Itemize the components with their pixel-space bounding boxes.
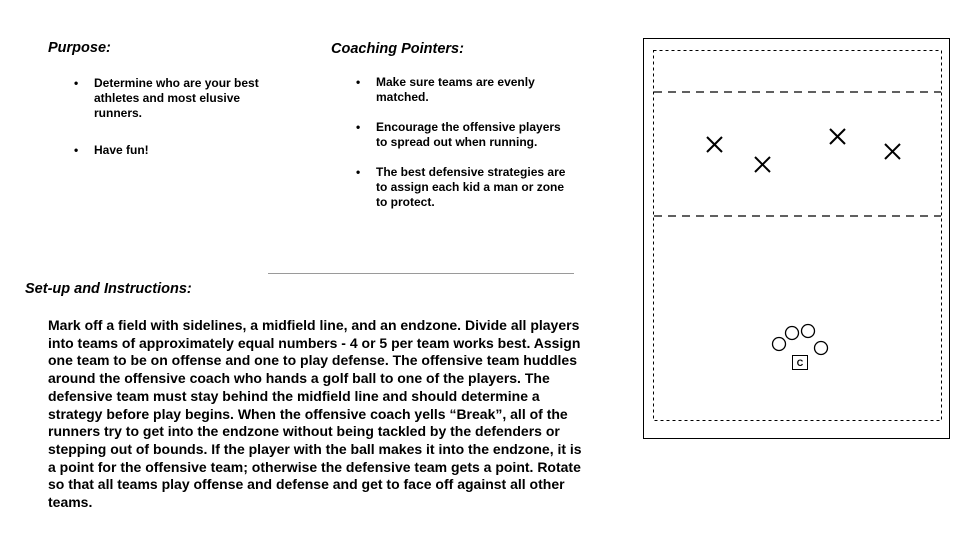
list-item: • The best defensive strategies are to assign each kid a man or zone to protect. <box>376 165 566 210</box>
setup-instructions: Mark off a field with sidelines, a midfield line, and an endzone. Divide all players into teams of approximately equal numbers - 4 or 5 per team works best. Assign one team to be on offense and one to play defense. The offensive team huddles around the offensive coach who hands a golf ball to one of the players. The defensive team must stay behind the midfield line and should determine a strategy before play begins. When the offensive coach yells “Break”, all of the runners try to get into the endzone without being tackled by the defenders or stepping out of bounds. If the player with the ball makes it into the endzone, it is a point for the offensive team; otherwise the defensive team gets a point. Rotate so that all teams play offense and defense and get to face off against all other teams. <box>48 317 582 511</box>
list-item: • Have fun! <box>94 143 289 158</box>
defender-x-icon <box>885 144 900 159</box>
list-item: • Encourage the offensive players to spread out when running. <box>376 120 566 150</box>
list-item: • Make sure teams are evenly matched. <box>376 75 566 105</box>
defender-x-icon <box>830 129 845 144</box>
coaching-pointers-heading: Coaching Pointers: <box>331 41 464 57</box>
diagram-frame <box>644 39 950 439</box>
defender-x-icon <box>755 157 770 172</box>
setup-heading: Set-up and Instructions: <box>25 281 192 297</box>
defender-x-icon <box>707 137 722 152</box>
offense-player-circle-icon <box>773 338 786 351</box>
purpose-heading: Purpose: <box>48 40 111 56</box>
offense-player-circle-icon <box>786 327 799 340</box>
coach-label: C <box>796 358 804 368</box>
list-item: • Determine who are your best athletes and most elusive runners. <box>94 76 289 121</box>
offense-player-circle-icon <box>815 342 828 355</box>
offense-player-circle-icon <box>802 325 815 338</box>
